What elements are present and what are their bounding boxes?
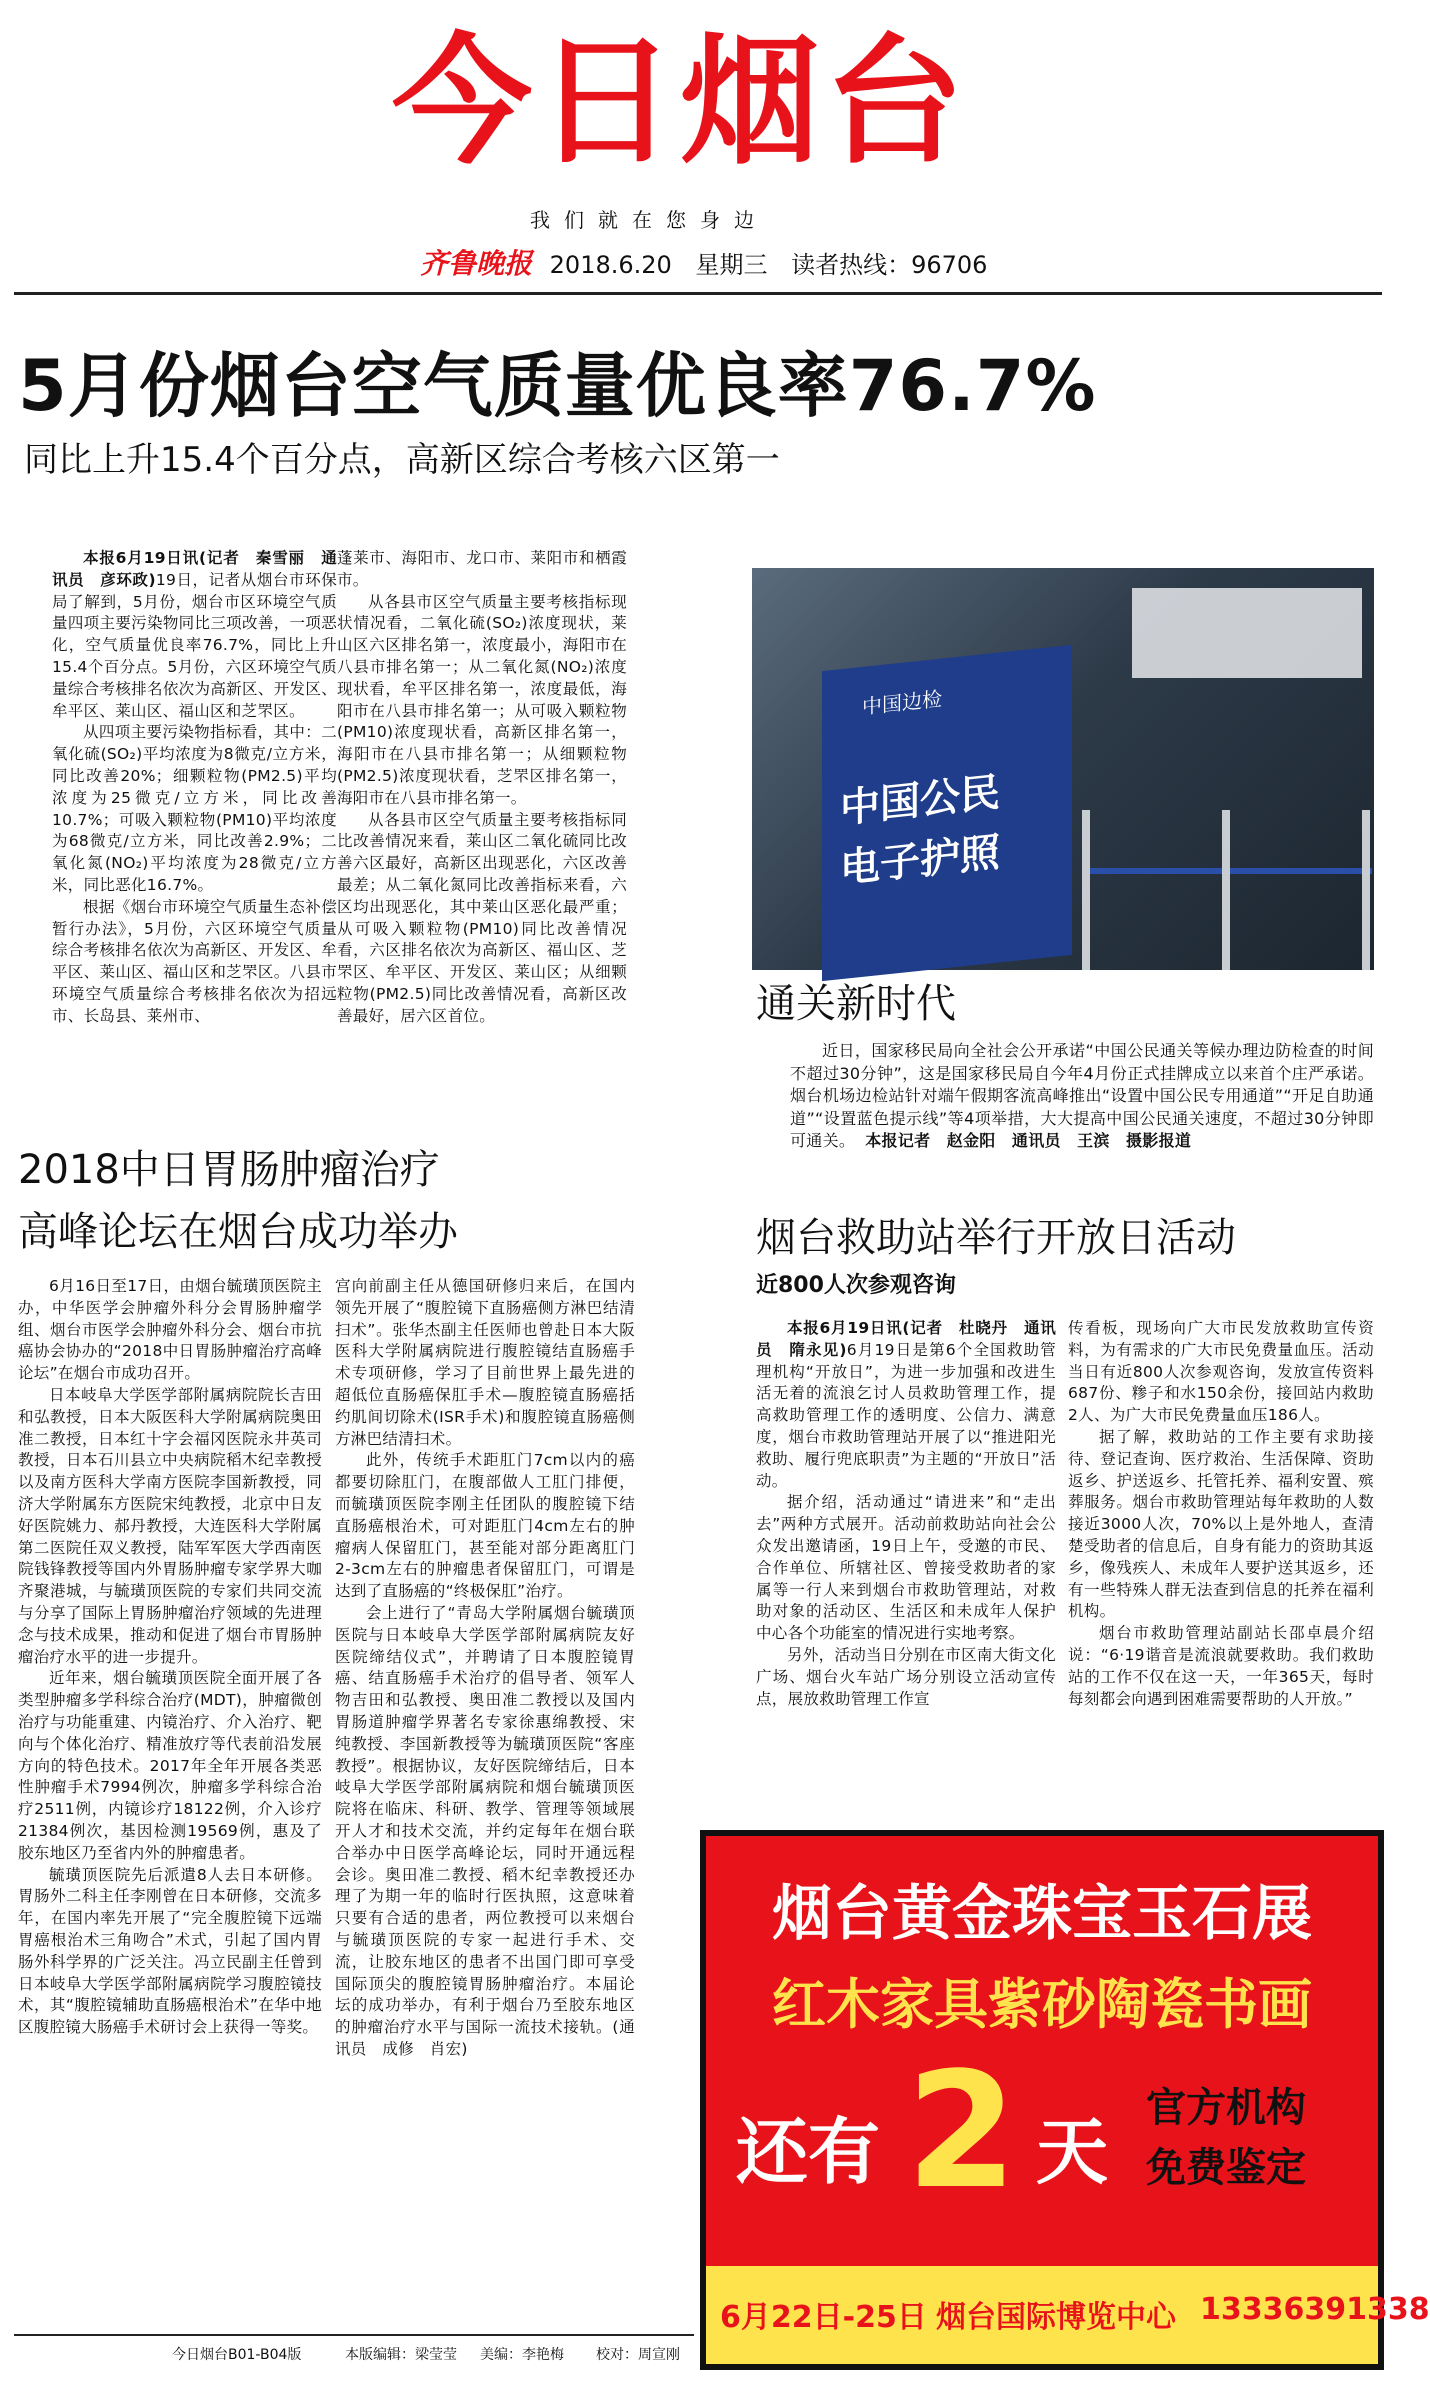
ad-days-label: 天 [1036, 2110, 1109, 2194]
masthead-title: 今日烟台 [391, 21, 968, 184]
lead-paragraph: 从四项主要污染物指标看，其中：二氧化硫(SO₂)平均浓度为8微克/立方米，同比改善20%；细颗粒物(PM2.5)平均浓度为25微克/立方米，同比改善10.7%；可吸入颗粒物(PM10)平均浓度为68微克/立方米，同比改善2.9%；二氧化氮(NO₂)平均浓度为28微克/立方米，同比恶化16.7%。 [52, 723, 337, 894]
photo-caption-text [790, 1040, 1374, 1153]
caption-text: 近日，国家移民局向全社会公开承诺“中国公民通关等候办理边防检查的时间不超过30分钟”，这是国家移民局自今年4月份正式挂牌成立以来首个庄严承诺。烟台机场边检站针对端午假期客流高峰推出“设置中国公民专用通道”“开足自助通道”“设置蓝色提示线”等4项举措，大大提高中国公民通关速度，不超过30分钟即可通关。 [790, 1041, 1374, 1150]
lead-subhead: 同比上升15.4个百分点，高新区综合考核六区第一 [24, 440, 780, 480]
ad-still-label: 还有 [736, 2110, 881, 2194]
queue-stand [1222, 810, 1230, 970]
issue-date: 2018.6.20 [549, 251, 672, 279]
lead-paragraph: 根据《烟台市环境空气质量生态补偿暂行办法》，5月份，六区环境空气质量综合考核排名依次为高新区、开发区、牟平区、莱山区、福山区和芝罘区。八县市环境空气质量综合考核排名依次为招远市、长岛县、莱州市、 [52, 897, 337, 1025]
forum-paragraph: 会上进行了“青岛大学附属烟台毓璜顶医院与日本岐阜大学医学部附属病院友好医院缔结仪式”，并聘请了日本腹腔镜胃癌、结直肠癌手术治疗的倡导者、领军人物吉田和弘教授、奥田准二教授以及国内胃肠道肿瘤学界著名专家徐惠绵教授、宋纯教授、李国新教授等为毓璜顶医院“客座教授”。根据协议，友好医院缔结后，日本岐阜大学医学部附属病院和烟台毓璜顶医院将在临床、科研、教学、管理等领域展开人才和技术交流，并约定每年在烟台联合举办中日医学高峰论坛，同时开通远程会诊。奥田准二教授、稻木纪幸教授还办理了为期一年的临时行医执照，这意味着只要有合适的患者，两位教授可以来烟台与毓璜顶医院的专家一起进行手术、交流，让胶东地区的患者不出国门即可享受国际顶尖的腹腔镜胃肠肿瘤治疗。本届论坛的成功举办，有利于烟台乃至胶东地区的肿瘤治疗水平与国际一流技术接轨。(通讯员 成修 肖宏) [335, 1603, 635, 2058]
ad-venue: 烟台国际博览中心 [936, 2300, 1176, 2335]
photo-caption [790, 1040, 1374, 1153]
forum-story-col1 [18, 1276, 322, 2039]
masthead-rule [14, 292, 1382, 295]
ad-headline: 烟台黄金珠宝玉石展 [772, 1879, 1312, 1949]
rescue-paragraph: 据介绍，活动通过“请进来”和“走出去”两种方式展开。活动前救助站向社会公众发出邀请函，19日上午，受邀的市民、合作单位、所辖社区、曾接受救助者的家属等一行人来到烟台市救助管理站，对救助对象的活动区、生活区和未成年人保护中心各个功能室的情况进行实地考察。 [756, 1493, 1056, 1643]
footer-rule [14, 2334, 694, 2336]
sign-text [840, 762, 1000, 899]
border-inspection-label: 中国边检 [862, 686, 942, 719]
ad-dates: 6月22日-25日 [720, 2300, 927, 2335]
ad-free-appraisal: 免费鉴定 [1146, 2145, 1306, 2191]
rescue-subtitle: 近800人次参观咨询 [756, 1273, 956, 1298]
lead-paragraph: 从各县市区空气质量主要考核指标现状情况看，二氧化硫(SO₂)浓度现状，莱山区六区排名第一，浓度最小，海阳市在八县市排名第一；从二氧化氮(NO₂)浓度现状看，牟平区排名第一，浓度最低，海阳市在八县市排名第一；从可吸入颗粒物(PM10)浓度现状看，高新区排名第一，海阳市在八县市排名第一；从细颗粒物(PM2.5)浓度现状看，芝罘区排名第一，海阳市在八县市排名第一。 [337, 592, 627, 807]
customs-photo [752, 568, 1374, 970]
sign-line2: 电子护照 [840, 829, 1000, 893]
ad-days-number: 2 [906, 2037, 1018, 2224]
forum-title-line2: 高峰论坛在烟台成功举办 [18, 1209, 458, 1255]
footer-edition: 今日烟台B01-B04版 [172, 2347, 302, 2363]
photo-caption-title: 通关新时代 [756, 981, 956, 1027]
rescue-title: 烟台救助站举行开放日活动 [756, 1215, 1236, 1261]
photo-credit: 本报记者 赵金阳 通讯员 王滨 摄影报道 [865, 1131, 1192, 1150]
photo-background-panel [1132, 588, 1362, 678]
ad-phone: 13336391338 [1200, 2292, 1430, 2327]
lead-story-col2 [337, 548, 627, 1028]
rescue-paragraph: 传看板，现场向广大市民发放救助宣传资料，为有需求的广大市民免费量血压。活动当日有近800人次参观咨询，发放宣传资料687份、糁子和水150余份，接回站内救助2人、为广大市民免费量血压186人。 [1068, 1319, 1374, 1425]
rescue-byline-para [756, 1318, 1056, 1492]
footer-editor: 本版编辑：梁莹莹 [345, 2347, 457, 2363]
forum-paragraph: 日本岐阜大学医学部附属病院院长吉田和弘教授，日本大阪医科大学附属病院奥田准二教授，日本红十字会福冈医院永井英司教授，日本石川县立中央病院稻木纪幸教授以及南方医科大学南方医院李国新教授，同济大学附属东方医院宋纯教授，北京中日友好医院姚力、郝丹教授，大连医科大学附属第二医院任双义教授，陆军军医大学西南医院钱锋教授等国内外胃肠肿瘤专家学界大咖齐聚港城，与毓璜顶医院的专家们共同交流与分享了国际上胃肠肿瘤治疗领域的先进理念与技术成果，推动和促进了烟台市胃肠肿瘤治疗水平的进一步提升。 [18, 1385, 322, 1666]
forum-paragraph: 6月16日至17日，由烟台毓璜顶医院主办，中华医学会肿瘤外科分会胃肠肿瘤学组、烟台市医学会肿瘤外科分会、烟台市抗癌协会协办的“2018中日胃肠肿瘤治疗高峰论坛”在烟台市成功召开。 [18, 1277, 322, 1383]
lead-paragraph: 从各县市区空气质量主要考核指标同比改善情况来看，莱山区二氧化硫同比改善六区最好，高新区出现恶化，六区改善最差；从二氧化氮同比改善指标来看，六区均出现恶化，其中莱山区恶化最严重；从可吸入颗粒物(PM10)同比改善情况看，六区排名依次为高新区、福山区、芝罘区、牟平区、开发区、莱山区；从细颗粒物(PM2.5)同比改善情况看，高新区改善最好，居六区首位。 [337, 810, 627, 1025]
reader-hotline: 读者热线：96706 [791, 251, 988, 279]
lead-paragraph: 19日，记者从烟台市环保局了解到，5月份，烟台市区环境空气质量四项主要污染物同比三项改善，一项恶化，空气质量优良率76.7%，同比上升15.4个百分点。5月份，六区环境空气质量综合考核排名依次为高新区、开发区、牟平区、莱山区、福山区和芝罘区。 [52, 570, 338, 720]
exhibition-ad [700, 1830, 1430, 2370]
footer-designer: 美编：李艳梅 [480, 2347, 564, 2363]
rescue-story-col1 [756, 1318, 1056, 1710]
forum-paragraph: 此外，传统手术距肛门7cm以内的癌都要切除肛门，在腹部做人工肛门排便，而毓璜顶医院李刚主任团队的腹腔镜下结直肠癌根治术，可对距肛门4cm左右的肿瘤病人保留肛门，甚至能对部分距离肛门2-3cm左右的肿瘤患者保留肛门，可谓是达到了直肠癌的“终极保肛”治疗。 [335, 1451, 635, 1601]
sign-line1: 中国公民 [840, 769, 1000, 833]
lead-byline-para [52, 548, 337, 722]
lead-paragraph: 蓬莱市、海阳市、龙口市、莱阳市和栖霞市。 [337, 549, 627, 589]
ad-subheadline: 红木家具紫砂陶瓷书画 [772, 1973, 1312, 2036]
forum-paragraph: 毓璜顶医院先后派遣8人去日本研修。胃肠外二科主任李刚曾在日本研修，交流多年，在国内率先开展了“完全腹腔镜下远端胃癌根治术三角吻合”术式，引起了国内胃肠外科学界的广泛关注。冯立民副主任曾到日本岐阜大学医学部附属病院学习腹腔镜技术，其“腹腔镜辅助直肠癌根治术”在华中地区腹腔镜大肠癌手术研讨会上获得一等奖。 [18, 1865, 322, 2037]
rescue-story-col2 [1068, 1318, 1374, 1710]
rescue-paragraph: 另外，活动当日分别在市区南大街文化广场、烟台火车站广场分别设立活动宣传点，展放救助管理工作宣 [756, 1645, 1056, 1708]
ad-official: 官方机构 [1146, 2085, 1306, 2131]
footer-proofreader: 校对：周宣刚 [596, 2347, 680, 2363]
lead-story-col1 [52, 548, 337, 1028]
forum-paragraph: 近年来，烟台毓璜顶医院全面开展了各类型肿瘤多学科综合治疗(MDT)，肿瘤微创治疗与功能重建、内镜治疗、介入治疗、靶向与个体化治疗、精准放疗等代表前沿发展方向的特色技术。2017年全年开展各类恶性肿瘤手术7994例次，肿瘤多学科综合治疗2511例，内镜诊疗18122例，介入诊疗21384例次，基因检测19569例，惠及了胶东地区乃至省内外的肿瘤患者。 [18, 1669, 322, 1862]
forum-title-line1: 2018中日胃肠肿瘤治疗 [18, 1147, 440, 1193]
lead-byline: 本报6月19日讯(记者 秦雪丽 通讯员 彦环政) [52, 549, 337, 589]
rescue-paragraph: 据了解，救助站的工作主要有求助接待、登记查询、医疗救治、生活保障、资助返乡、护送返乡、托管托养、福利安置、殡葬服务。烟台市救助管理站每年救助的人数接近3000人次，70%以上是外地人，查清楚受助者的信息后，自身有能力的资助其返乡，像残疾人、未成年人要护送其返乡，还有一些特殊人群无法查到信息的托养在福利机构。 [1068, 1427, 1374, 1621]
rescue-paragraph: 6月19日是第6个全国救助管理机构“开放日”，为进一步加强和改进生活无着的流浪乞讨人员救助管理工作，提高救助管理工作的透明度、公信力、满意度，烟台市救助管理站开展了以“推进阳光救助、履行兜底职责”为主题的“开放日”活动。 [756, 1340, 1056, 1490]
queue-stand [1362, 810, 1370, 970]
newspaper-brand: 齐鲁晚报 [420, 247, 533, 280]
masthead-slogan: 我们就在您身边 [530, 208, 768, 232]
forum-story-col2 [335, 1276, 635, 2061]
rescue-paragraph: 烟台市救助管理站副站长邵卓晨介绍说：“6·19谐音是流浪就要救助。我们救助站的工作不仅在这一天，一年365天，每时每刻都会向遇到困难需要帮助的人开放。” [1068, 1624, 1374, 1708]
masthead-dateline [420, 242, 987, 282]
issue-weekday: 星期三 [695, 251, 768, 279]
queue-stand [1082, 810, 1090, 970]
forum-paragraph: 宫向前副主任从德国研修归来后，在国内领先开展了“腹腔镜下直肠癌侧方淋巴结清扫术”。张华杰副主任医师也曾赴日本大阪医科大学附属病院进行腹腔镜结直肠癌手术专项研修，学习了目前世界上最先进的超低位直肠癌保肛手术—腹腔镜直肠癌括约肌间切除术(ISR手术)和腹腔镜直肠癌侧方淋巴结清扫术。 [335, 1277, 635, 1448]
lead-headline: 5月份烟台空气质量优良率76.7% [18, 345, 1097, 427]
rescue-byline: 本报6月19日讯(记者 杜晓丹 通讯员 隋永见) [756, 1319, 1056, 1359]
e-passport-sign [822, 645, 1072, 981]
ad-info-bar [706, 2266, 1430, 2364]
